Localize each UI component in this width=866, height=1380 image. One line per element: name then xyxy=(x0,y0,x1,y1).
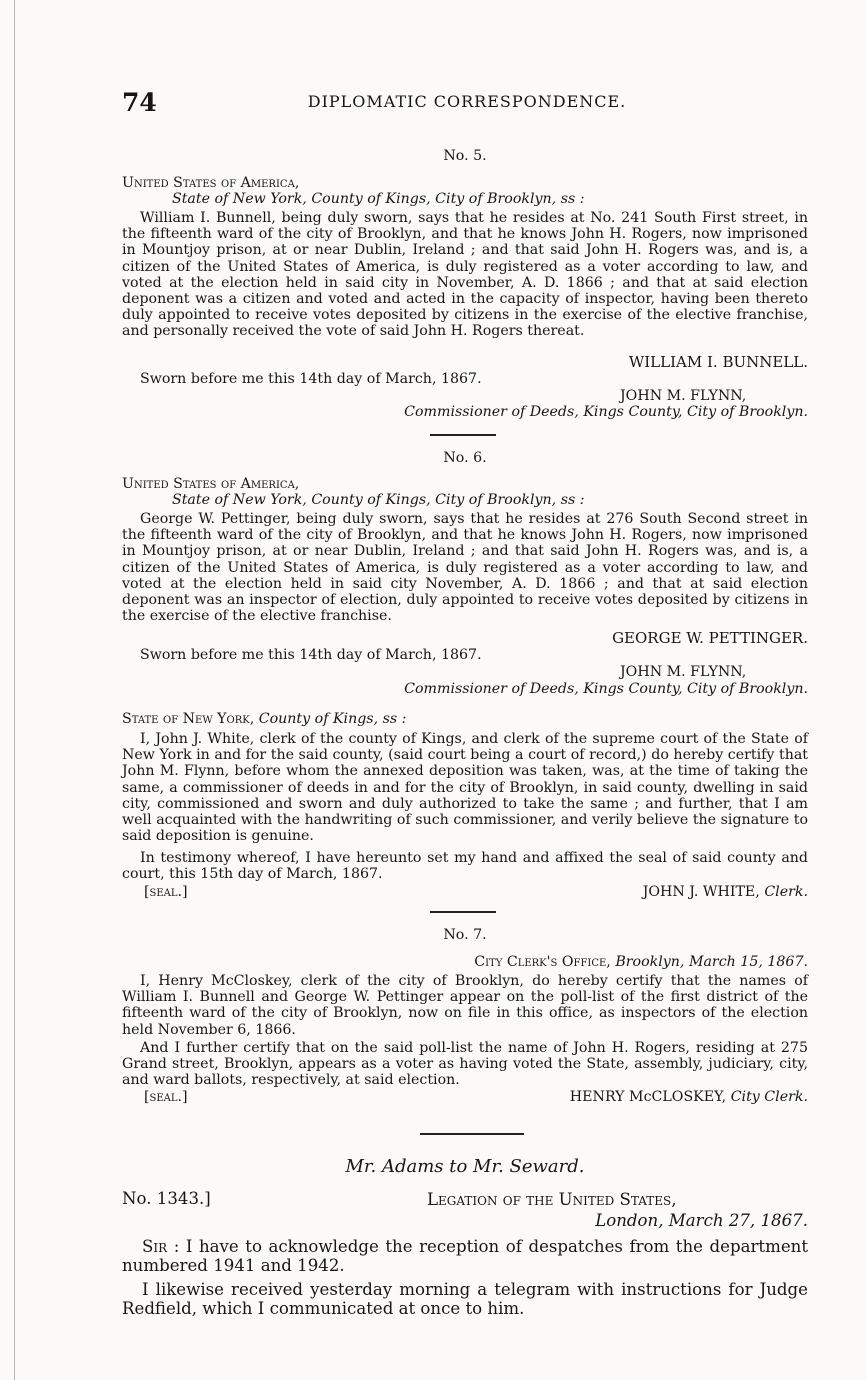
no7-seal: [seal.] xyxy=(144,1089,188,1105)
no6-commissioner-title: Commissioner of Deeds, Kings County, City of Brooklyn. xyxy=(404,681,808,697)
no5-sworn-line: Sworn before me this 14th day of March, 1867. xyxy=(140,371,482,387)
certificate-body: I, John J. White, clerk of the county of Kings, and clerk of the supreme court of the State of New York in and for the said county, (said court being a court of record,) do hereby certify that John M. Flynn, before whom the annexed deposition was taken, was, at the time of taking the same, a commissioner of deeds in and for the city of Brooklyn, in said county, dwelling in said city, commissioned and sworn and duly authorized to take the same ; and further, that I am well acquainted with the handwriting of such commissioner, and verily believe the signature to said deposition is genuine. xyxy=(122,731,808,845)
certificate-venue-county: County of Kings, ss : xyxy=(258,711,407,727)
no6-heading: No. 6. xyxy=(443,450,487,466)
no7-heading: No. 7. xyxy=(443,927,487,943)
no6-commissioner-name: JOHN M. FLYNN, xyxy=(620,664,747,680)
no7-place-date: Brooklyn, March 15, 1867. xyxy=(615,954,808,970)
no5-deponent-signature: WILLIAM I. BUNNELL. xyxy=(628,353,808,371)
letter-paragraph-1-text: I have to acknowledge the reception of despatches from the department numbered 1941 and 1942. xyxy=(122,1237,809,1275)
letter-rule xyxy=(420,1133,524,1135)
page-number: 74 xyxy=(122,88,157,117)
no5-deposition-body: William I. Bunnell, being duly sworn, says that he resides at No. 241 South First street, in the fifteenth ward of the city of Brooklyn, and that he knows John H. Rogers, now imprisoned in Mountjoy prison, at or near Dublin, Ireland ; and that said John H. Rogers was, and is, a citizen of the United States of America, is duly registered as a voter according to law, and voted at the election held in said city in November, A. D. 1866 ; and that at said election deponent was a citizen and voted and acted in the capacity of inspector, having been thereto duly appointed to receive votes deposited by citizens in the exercise of the elective franchise, and personally received the vote of said John H. Rogers thereat. xyxy=(122,210,808,340)
no5-heading: No. 5. xyxy=(443,148,487,164)
no7-office-line xyxy=(122,954,808,970)
section-rule xyxy=(430,911,496,913)
certificate-signature-name: JOHN J. WHITE, xyxy=(642,884,760,900)
certificate-signature-title: Clerk. xyxy=(764,884,808,900)
letter-salutation: Sir : xyxy=(142,1237,180,1256)
letter-title: Mr. Adams to Mr. Seward. xyxy=(345,1156,585,1177)
no7-signature-title: City Clerk. xyxy=(730,1089,808,1105)
certificate-venue-state: State of New York, xyxy=(122,711,255,727)
no7-certificate-body: I, Henry McCloskey, clerk of the city of Brooklyn, do hereby certify that the names of William I. Bunnell and George W. Pettinger appear on the poll-list of the first district of the fifteenth ward of the city of Brooklyn, now on file in this office, as inspectors of the election held November 6, 1866. xyxy=(122,973,808,1038)
no5-venue-state: State of New York, County of Kings, City of Brooklyn, ss : xyxy=(172,191,585,207)
section-rule xyxy=(430,434,496,436)
no6-venue-state: State of New York, County of Kings, City of Brooklyn, ss : xyxy=(172,492,585,508)
no6-venue-country: United States of America, xyxy=(122,476,300,492)
certificate-venue xyxy=(122,711,808,727)
no7-signature-row xyxy=(122,1089,808,1106)
no6-deponent-signature: GEORGE W. PETTINGER. xyxy=(612,629,808,647)
no5-commissioner-title: Commissioner of Deeds, Kings County, City of Brooklyn. xyxy=(404,404,808,420)
no5-venue-country: United States of America, xyxy=(122,175,300,191)
letter-legation: Legation of the United States, xyxy=(427,1190,677,1209)
page-header xyxy=(122,88,812,118)
letter-paragraph-2: I likewise received yesterday morning a telegram with instructions for Judge Redfield, which I communicated at once to him. xyxy=(122,1280,808,1318)
certificate-seal: [seal.] xyxy=(144,884,188,900)
letter-number: No. 1343.] xyxy=(122,1189,211,1208)
letter-place-date: London, March 27, 1867. xyxy=(595,1211,808,1230)
no6-deposition-body: George W. Pettinger, being duly sworn, says that he resides at 276 South Second street in the fifteenth ward of the city of Brooklyn, and that he knows John H. Rogers, now imprisoned in Mountjoy prison, at or near Dublin, Ireland ; and that said John H. Rogers was, and is, a citizen of the United States of America, is duly registered as a voter according to law, and voted at the election held in said city November, A. D. 1866 ; and that at said election deponent was an inspector of election, duly appointed to receive votes deposited by citizens in the exercise of the elective franchise. xyxy=(122,511,808,625)
no7-office: City Clerk's Office, xyxy=(474,954,611,970)
no5-commissioner-name: JOHN M. FLYNN, xyxy=(620,388,747,404)
running-head: DIPLOMATIC CORRESPONDENCE. xyxy=(307,92,627,111)
no7-certificate-body-2: And I further certify that on the said poll-list the name of John H. Rogers, residing at 275 Grand street, Brooklyn, appears as a voter as having voted the State, assembly, judiciary, city, and ward ballots, respectively, at said election. xyxy=(122,1040,808,1089)
no6-sworn-line: Sworn before me this 14th day of March, 1867. xyxy=(140,647,482,663)
page-edge xyxy=(14,0,15,1380)
certificate-testimony: In testimony whereof, I have hereunto set my hand and affixed the seal of said county and court, this 15th day of March, 1867. xyxy=(122,850,808,883)
no7-signature-name: HENRY McCLOSKEY, xyxy=(569,1089,727,1105)
certificate-signature-row xyxy=(122,884,808,901)
letter-paragraph-1 xyxy=(122,1237,808,1275)
